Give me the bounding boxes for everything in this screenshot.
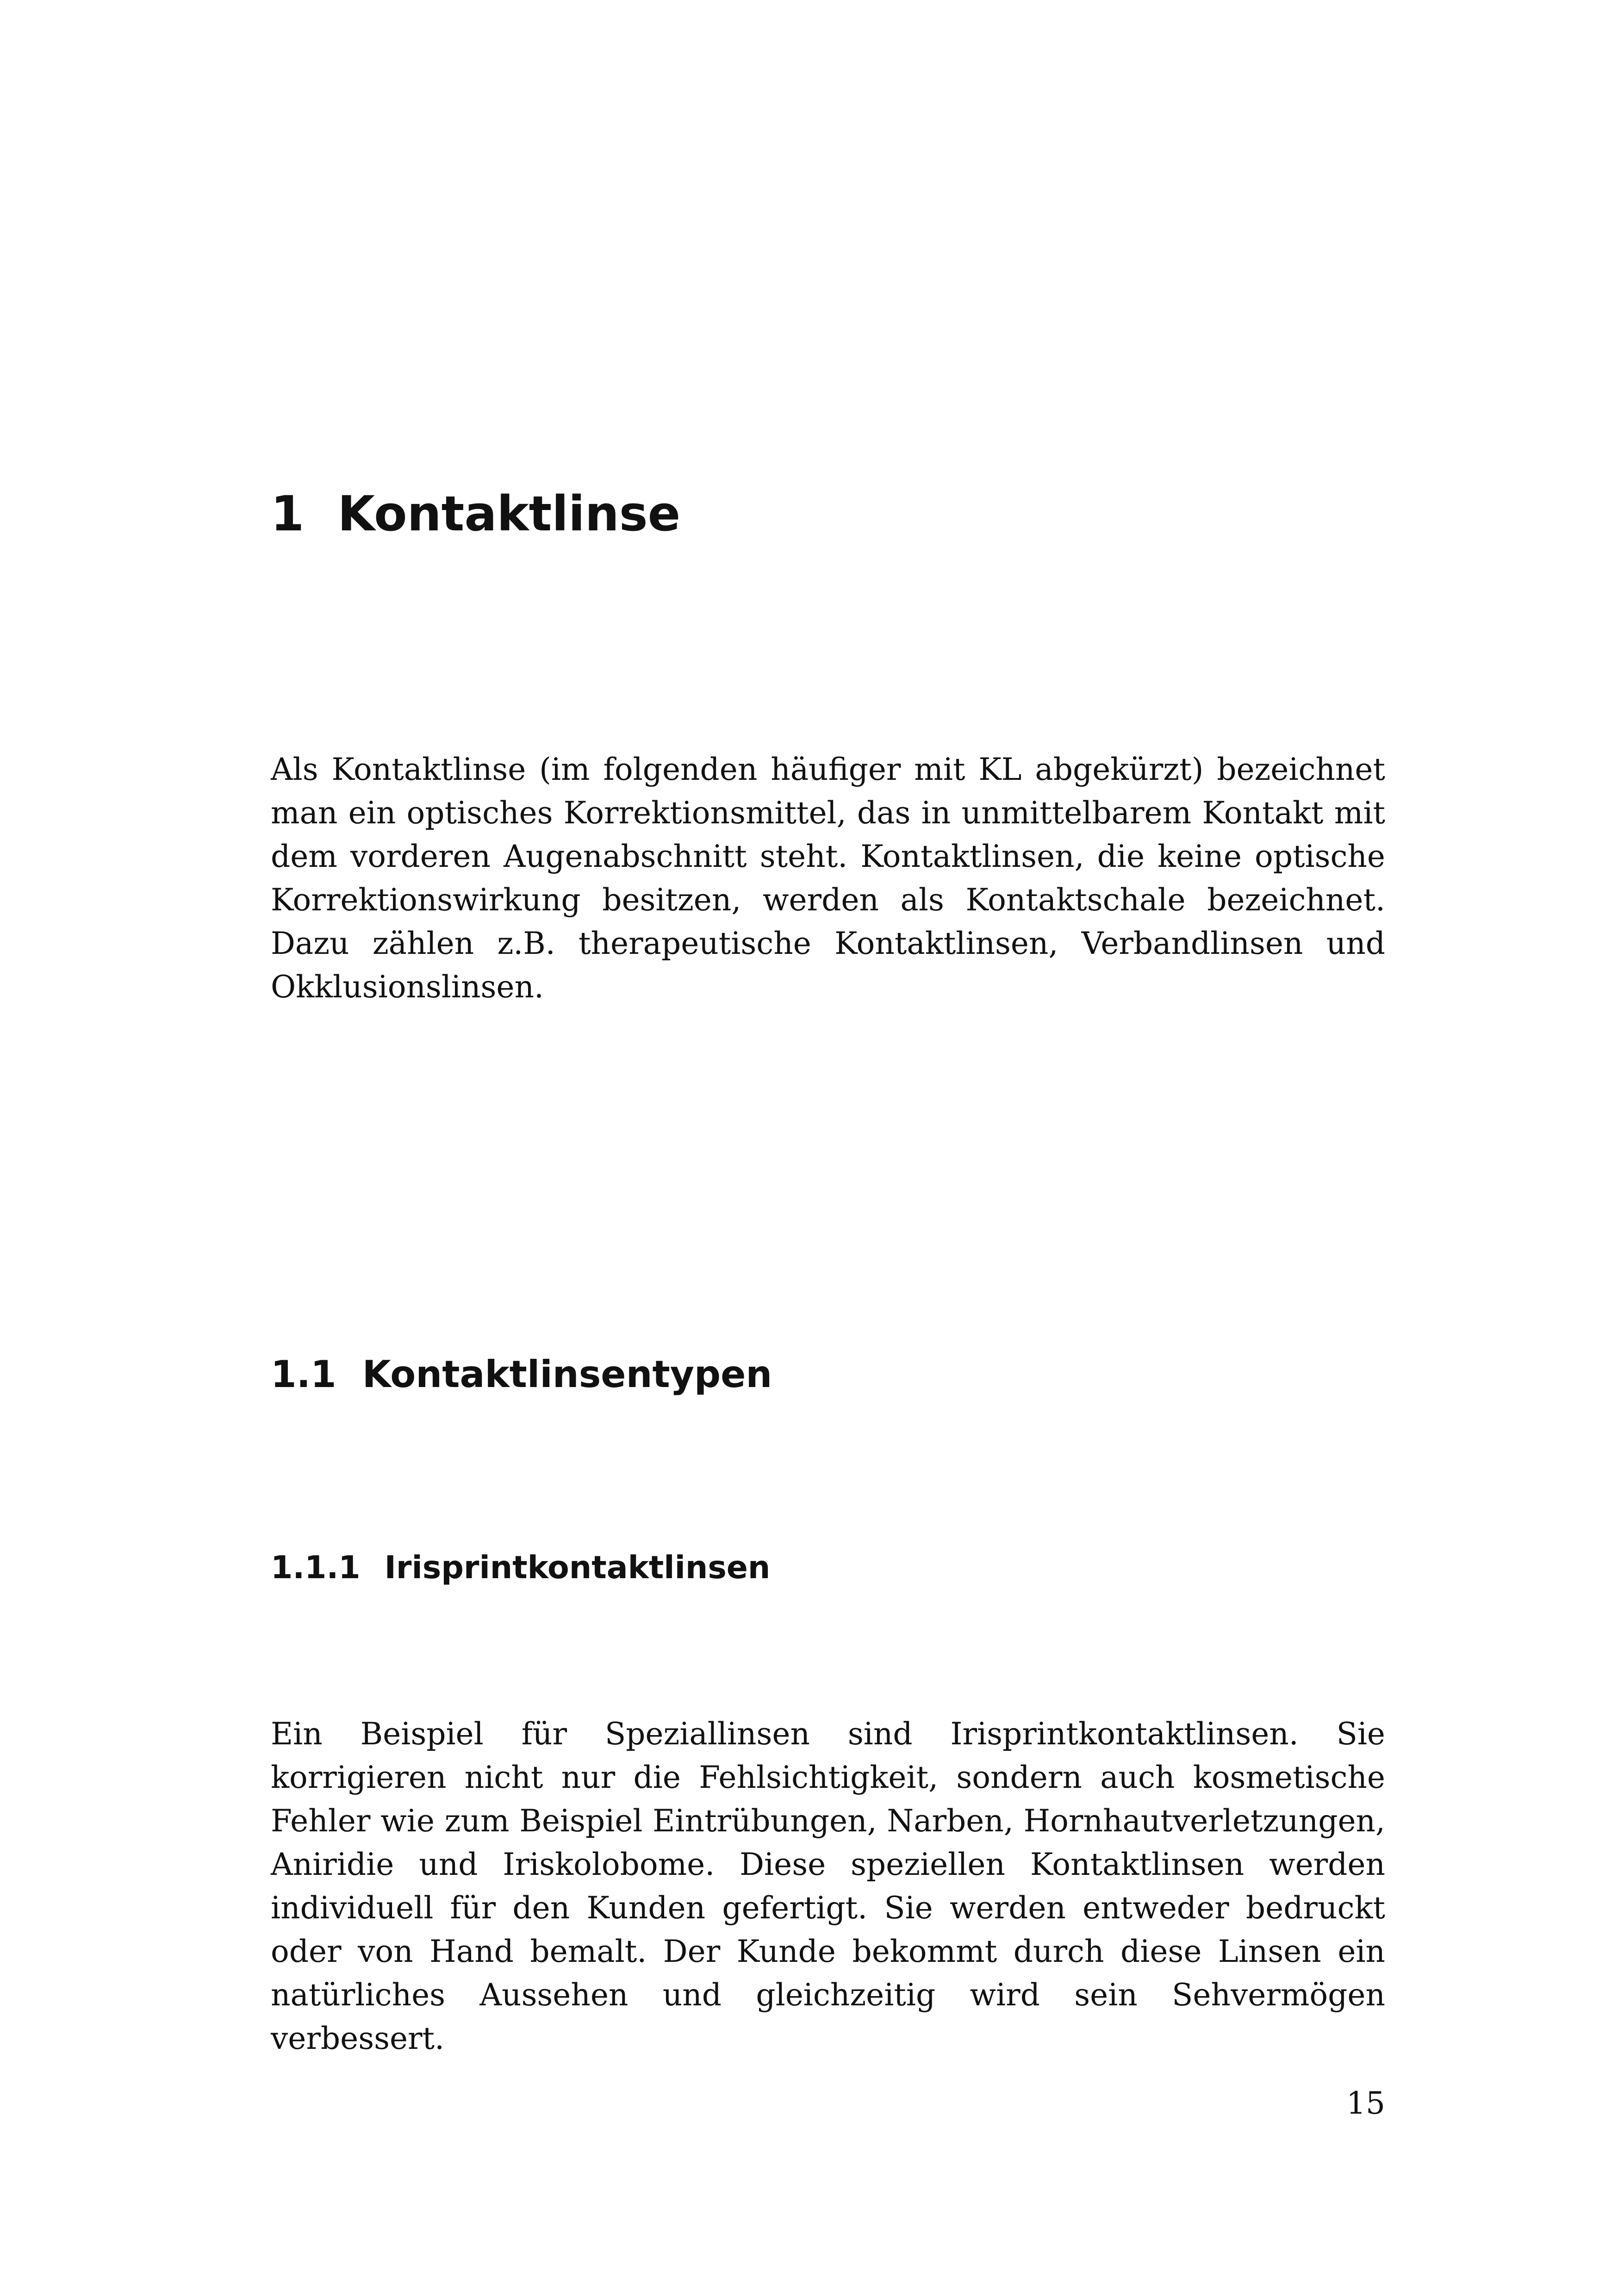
intro-paragraph: Als Kontaktlinse (im folgenden häufiger mit KL abgekürzt) bezeichnet man ein optisches Korrektionsmittel, das in unmittelbarem Kontakt mit dem vorderen Augenabschnitt steht. Kontaktlinsen, die keine optische Korrektionswirkung besitzen, werden als Kontaktschale bezeichnet. Dazu zählen z.B. therapeutische Kontaktlinsen, Verbandlinsen und Okklusionslinsen. [271, 752, 1385, 1005]
section-title: Kontaktlinsentypen [362, 1353, 772, 1396]
chapter-number: 1 [271, 485, 305, 542]
chapter-title: Kontaktlinse [337, 485, 681, 542]
section-number: 1.1 [271, 1353, 336, 1396]
page-number: 15 [1346, 2085, 1385, 2121]
subsection-title: Irisprintkontaktlinsen [384, 1549, 771, 1586]
subsection-number: 1.1.1 [271, 1549, 361, 1586]
subsection-heading [271, 1546, 770, 1590]
section-heading [271, 1349, 772, 1400]
subsection-paragraph: Ein Beispiel für Speziallinsen sind Irisprintkontaktlinsen. Sie korrigieren nicht nur die Fehlsichtigkeit, sondern auch kosmetische Fehler wie zum Beispiel Eintrübungen, Narben, Hornhautverletzungen, Aniridie und Iriskolobome. Diese speziellen Kontaktlinsen werden individuell für den Kunden gefertigt. Sie werden entweder bedruckt oder von Hand bemalt. Der Kunde bekommt durch diese Linsen ein natürliches Aussehen und gleichzeitig wird sein Sehvermögen verbessert. [271, 1716, 1385, 2056]
chapter-heading [271, 481, 680, 546]
